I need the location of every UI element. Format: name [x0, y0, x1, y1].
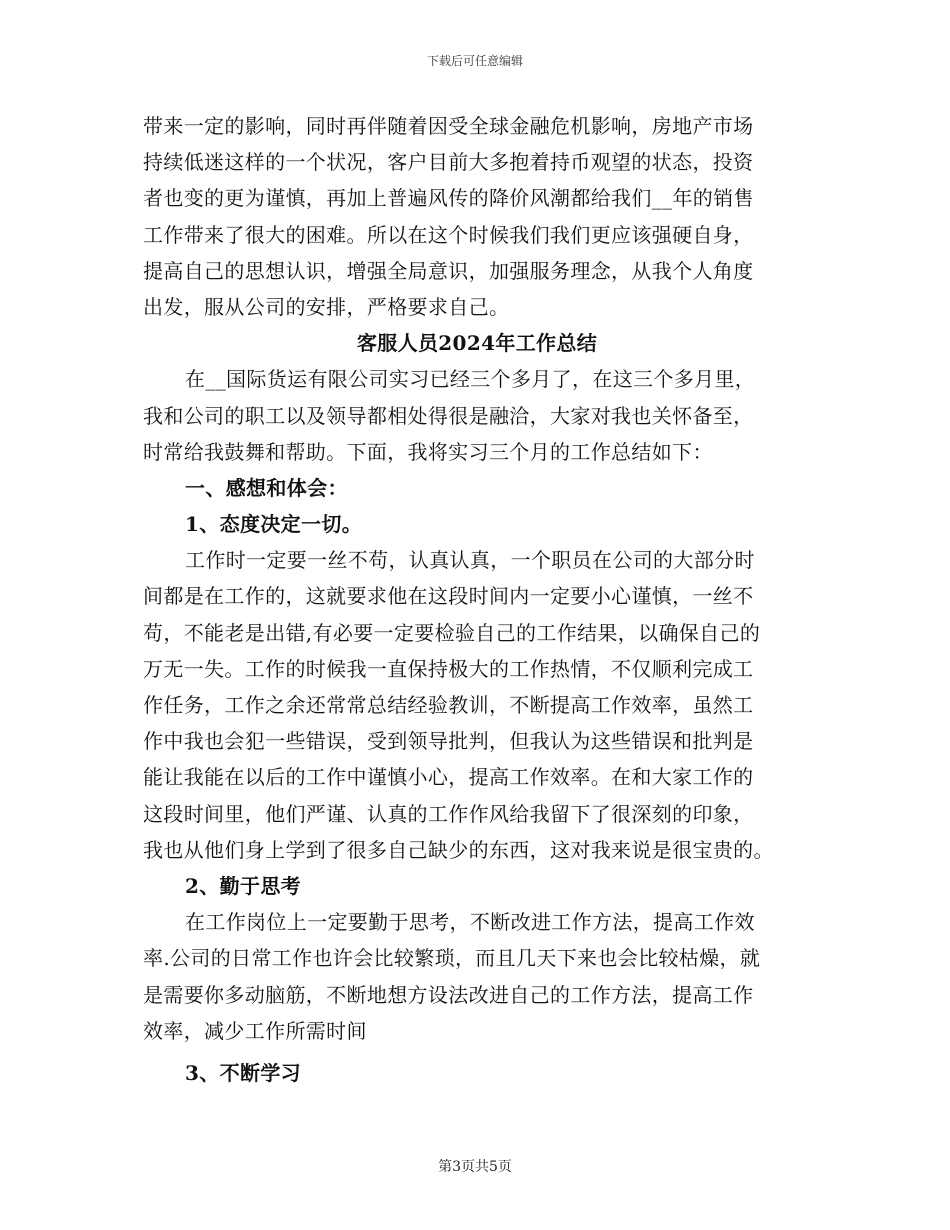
section1-heading: 一、感想和体会： [185, 475, 348, 500]
sub1-line: 作中我也会犯一些错误，受到领导批判，但我认为这些错误和批判是 [143, 729, 754, 754]
sub1-line: 这段时间里，他们严谨、认真的工作作风给我留下了很深刻的印象， [143, 801, 754, 826]
opening-line: 在__国际货运有限公司实习已经三个多月了，在这三个多月里， [185, 367, 756, 392]
sub1-line: 苟，不能老是出错,有必要一定要检验自己的工作结果，以确保自己的 [143, 620, 761, 645]
intro-line: 带来一定的影响，同时再伴随着因受全球金融危机影响，房地产市场 [143, 114, 754, 138]
page-header-note: 下载后可任意编辑 [426, 54, 523, 68]
intro-line: 提高自己的思想认识，增强全局意识，加强服务理念，从我个人角度 [143, 258, 754, 283]
sub2-line: 在工作岗位上一定要勤于思考，不断改进工作方法，提高工作效 [185, 910, 755, 935]
sub1-heading: 1、态度决定一切。 [185, 512, 363, 537]
sub1-line: 万无一失。工作的时候我一直保持极大的工作热情，不仅顺利完成工 [143, 656, 754, 681]
document-title: 客服人员2024年工作总结 [356, 331, 598, 356]
sub1-line: 工作时一定要一丝不苟，认真认真，一个职员在公司的大部分时 [185, 548, 755, 573]
sub2-line: 率.公司的日常工作也许会比较繁琐，而且几天下来也会比较枯燥，就 [143, 946, 761, 971]
sub1-line: 作任务，工作之余还常常总结经验教训，不断提高工作效率，虽然工 [143, 693, 754, 717]
intro-line: 工作带来了很大的困难。所以在这个时候我们我们更应该强硬自身， [143, 222, 754, 247]
intro-line: 者也变的更为谨慎，再加上普遍风传的降价风潮都给我们__年的销售 [143, 186, 754, 211]
opening-line: 我和公司的职工以及领导都相处得很是融洽，大家对我也关怀备至， [143, 403, 754, 428]
intro-line: 出发，服从公司的安排，严格要求自己。 [143, 294, 510, 319]
sub3-heading: 3、不断学习 [185, 1060, 302, 1085]
sub1-line: 我也从他们身上学到了很多自己缺少的东西，这对我来说是很宝贵的。 [143, 837, 774, 862]
sub2-line: 是需要你多动脑筋，不断地想方设法改进自己的工作方法，提高工作 [143, 982, 754, 1007]
opening-line: 时常给我鼓舞和帮助。下面，我将实习三个月的工作总结如下： [143, 439, 713, 464]
page-footer-number: 第3页共5页 [438, 1159, 512, 1175]
document-body [143, 108, 811, 1091]
intro-line: 持续低迷这样的一个状况，客户目前大多抱着持币观望的状态，投资 [143, 150, 754, 175]
sub1-line: 间都是在工作的，这就要求他在这段时间内一定要小心谨慎，一丝不 [143, 584, 754, 609]
sub2-heading: 2、勤于思考 [185, 873, 302, 898]
sub2-line: 效率，减少工作所需时间 [143, 1018, 367, 1043]
sub1-line: 能让我能在以后的工作中谨慎小心，提高工作效率。在和大家工作的 [143, 765, 754, 790]
